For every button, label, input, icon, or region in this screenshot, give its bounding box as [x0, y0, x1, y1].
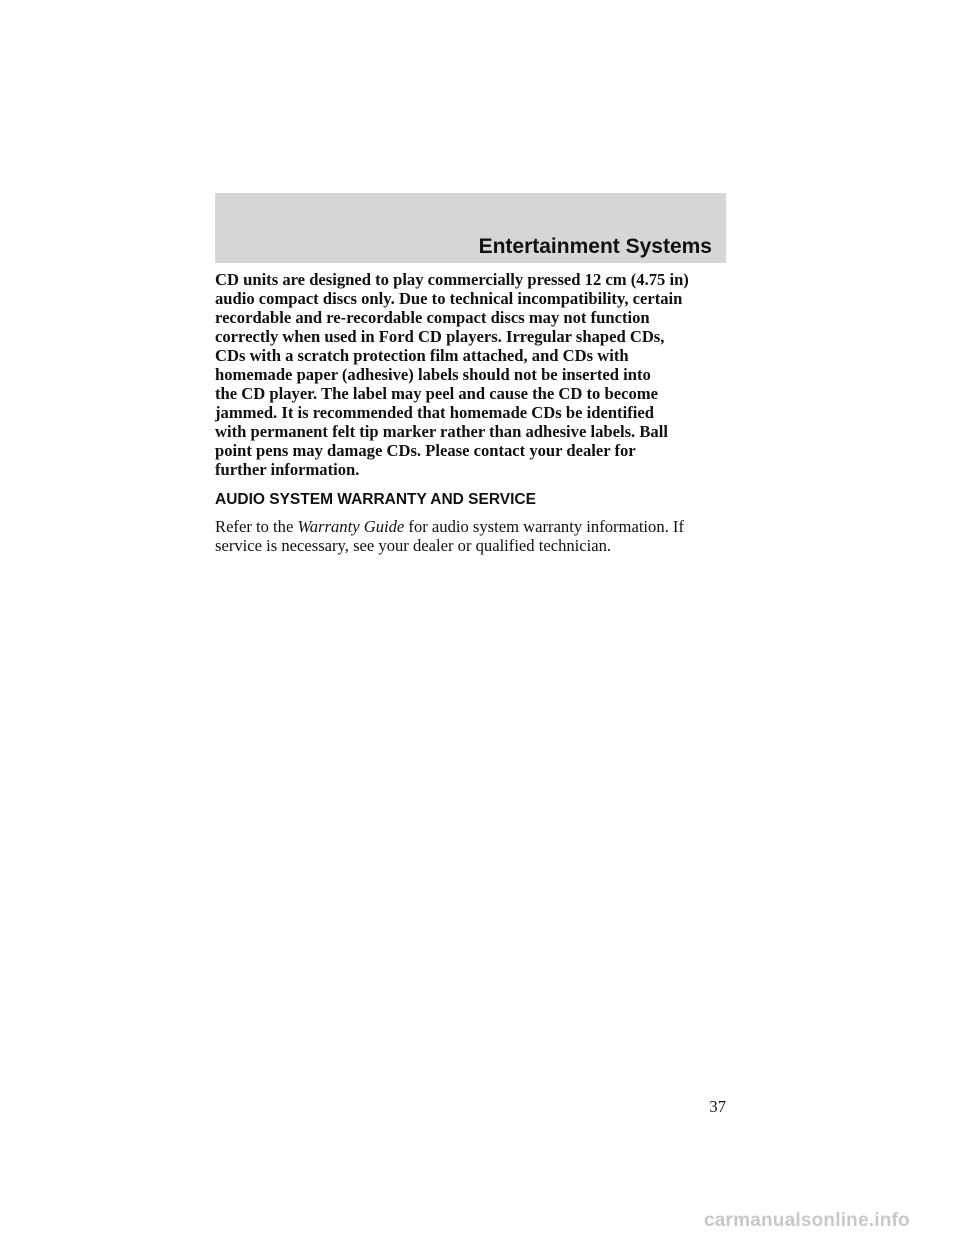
notice-line: further information.	[215, 460, 360, 479]
warranty-heading: AUDIO SYSTEM WARRANTY AND SERVICE	[215, 491, 536, 508]
warranty-line	[215, 517, 730, 536]
section-title: Entertainment Systems	[478, 235, 712, 258]
watermark: carmanualsonline.info	[704, 1210, 910, 1231]
notice-line: point pens may damage CDs. Please contact your dealer for	[215, 441, 636, 460]
warranty-text-prefix: Refer to the	[215, 517, 298, 536]
warranty-paragraph	[215, 517, 730, 555]
notice-line: jammed. It is recommended that homemade CDs be identified	[215, 403, 654, 422]
warranty-text-suffix: for audio system warranty information. If	[404, 517, 684, 536]
cd-notice-paragraph	[215, 270, 730, 479]
notice-line: CDs with a scratch protection film attached, and CDs with	[215, 346, 629, 365]
notice-line: audio compact discs only. Due to technical incompatibility, certain	[215, 289, 683, 308]
notice-line: the CD player. The label may peel and cause the CD to become	[215, 384, 658, 403]
page-number: 37	[709, 1097, 726, 1116]
page-content	[215, 270, 730, 555]
notice-line: with permanent felt tip marker rather than adhesive labels. Ball	[215, 422, 668, 441]
warranty-line: service is necessary, see your dealer or qualified technician.	[215, 536, 612, 555]
notice-line: correctly when used in Ford CD players. Irregular shaped CDs,	[215, 327, 665, 346]
notice-line: homemade paper (adhesive) labels should not be inserted into	[215, 365, 651, 384]
warranty-guide-reference: Warranty Guide	[297, 517, 405, 536]
notice-line: recordable and re-recordable compact discs may not function	[215, 308, 650, 327]
notice-line: CD units are designed to play commercially pressed 12 cm (4.75 in)	[215, 270, 689, 289]
section-header-band	[215, 193, 726, 263]
